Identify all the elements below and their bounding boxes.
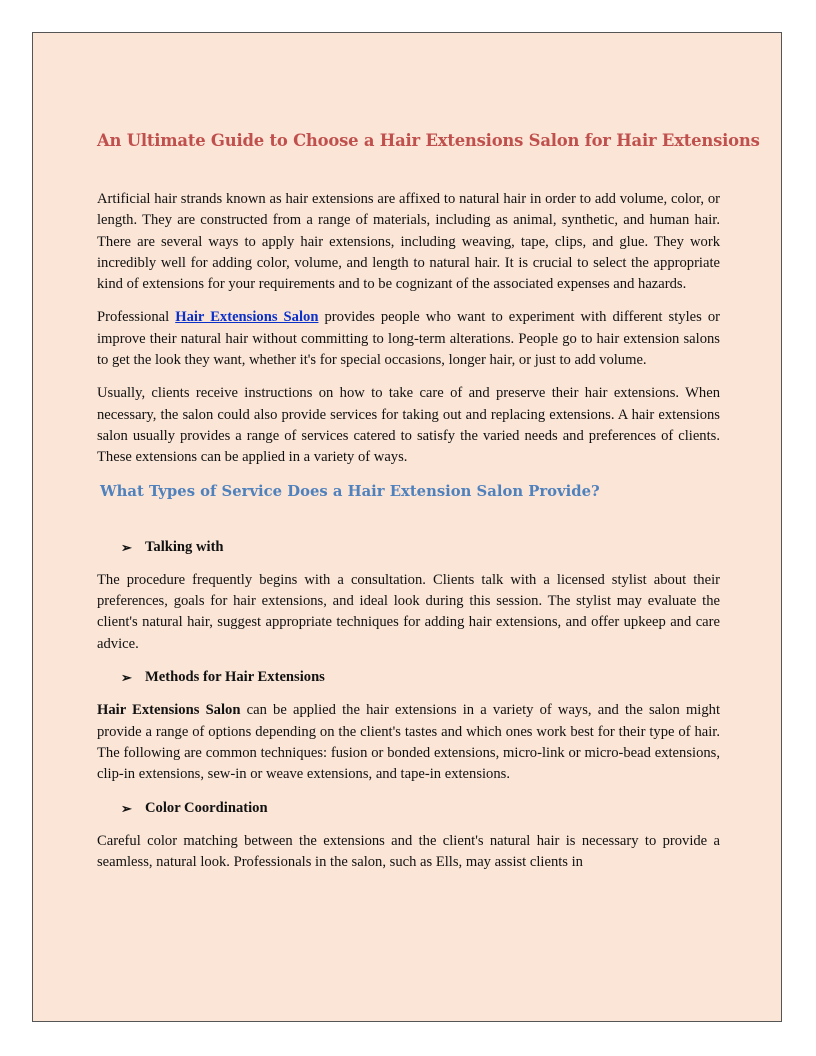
paragraph-care: Usually, clients receive instructions on how to take care of and preserve their hair extensions. When necessary, the salon could also provide services for taking out and replacing extensions. A hair extensions salon usually provides a range of services catered to satisfy the varied needs and preferences of clients. These extensions can be applied in a variety of ways.: [97, 385, 720, 466]
arrow-bullet-icon: ➢: [121, 670, 132, 686]
paragraph-rest: can be applied the hair extensions in a variety of ways, and the salon might provide a range of options depending on the client's tastes and which ones work best for their type of hair. The following are common techniques: fusion or bonded extensions, micro-link or micro-bead extensions, clip-in extensions, sew-in or weave extensions, and tape-in extensions.: [97, 702, 720, 783]
document-page: [32, 32, 782, 1022]
bullet-talking-with: [121, 537, 720, 558]
paragraph-salon-intro: [97, 307, 720, 371]
bullet-label: Color Coordination: [145, 799, 268, 816]
bullet-methods: [121, 667, 720, 688]
hair-extensions-salon-link[interactable]: Hair Extensions Salon: [175, 309, 319, 326]
document-title: An Ultimate Guide to Choose a Hair Extensions Salon for Hair Extensions: [97, 131, 760, 150]
section-heading: What Types of Service Does a Hair Extension Salon Provide?: [100, 482, 600, 500]
paragraph-color: Careful color matching between the extensions and the client's natural hair is necessary to provide a seamless, natural look. Professionals in the salon, such as Ells, may assist clients in: [97, 832, 720, 871]
arrow-bullet-icon: ➢: [121, 800, 132, 816]
arrow-bullet-icon: ➢: [121, 539, 132, 555]
paragraph-consultation: The procedure frequently begins with a consultation. Clients talk with a licensed stylist about their preferences, goals for hair extensions, and ideal look during this session. The stylist may evaluate the client's natural hair, suggest appropriate techniques for adding hair extensions, and offer upkeep and care advice.: [97, 571, 720, 652]
bullet-label: Methods for Hair Extensions: [145, 669, 325, 686]
document-content: [97, 129, 760, 885]
bullet-color: [121, 798, 720, 819]
intro-paragraph: Artificial hair strands known as hair extensions are affixed to natural hair in order to add volume, color, or length. They are constructed from a range of materials, including as animal, synthetic, and human hair. There are several ways to apply hair extensions, including weaving, tape, clips, and glue. They work incredibly well for adding color, volume, and length to natural hair. It is crucial to select the appropriate kind of extensions for your requirements and to be cognizant of the associated expenses and hazards.: [97, 191, 720, 293]
bold-lead: Hair Extensions Salon: [97, 702, 241, 719]
paragraph-prefix: Professional: [97, 309, 176, 326]
paragraph-suffix: provides people who want to experiment with different styles or improve their natural hair without committing to long-term alterations. People go to hair extension salons to get the look they want, whether it's for special occasions, longer hair, or just to add volume.: [97, 309, 720, 369]
paragraph-methods: [97, 700, 720, 785]
bullet-label: Talking with: [145, 538, 224, 555]
